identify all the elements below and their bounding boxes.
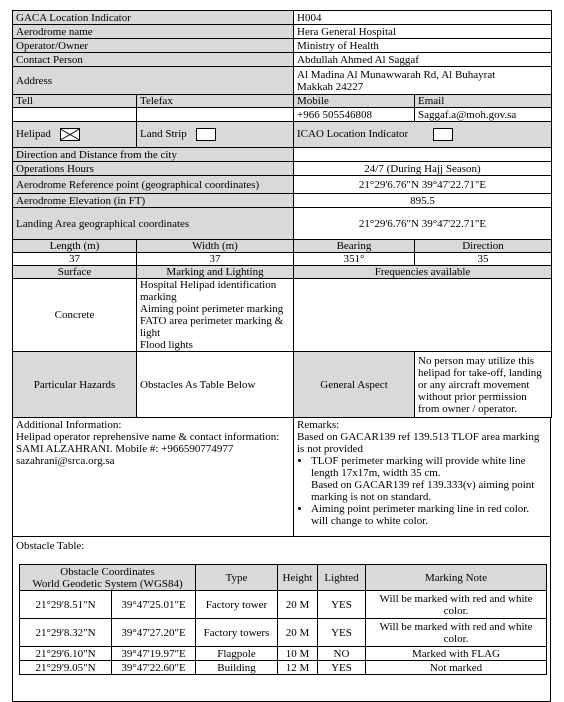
note-cell: Not marked bbox=[366, 661, 547, 675]
landstrip-cell bbox=[137, 122, 294, 148]
frequencies-value bbox=[294, 279, 552, 352]
icao-checkbox[interactable] bbox=[433, 128, 453, 141]
lighted-cell: YES bbox=[318, 661, 366, 675]
longitude-cell: 39°47'27.20"E bbox=[112, 619, 196, 647]
coordinates-header-line-1: Obstacle Coordinates bbox=[60, 565, 155, 578]
address-line-1: Al Madina Al Munawwarah Rd, Al Buhayrat bbox=[297, 68, 496, 81]
height-header: Height bbox=[278, 565, 318, 591]
icao-cell bbox=[294, 122, 552, 148]
hours-value: 24/7 (During Hajj Season) bbox=[294, 162, 552, 176]
remarks-bullet-continued: Based on GACAR139 ref 139.333(v) aiming point marking is not on standard. bbox=[311, 479, 535, 503]
address-value bbox=[294, 67, 552, 95]
marking-line: Aiming point perimeter marking bbox=[140, 303, 284, 315]
type-cell: Factory tower bbox=[196, 591, 278, 619]
lower-section bbox=[12, 418, 551, 702]
height-cell: 10 M bbox=[278, 647, 318, 661]
longitude-cell: 39°47'22.60"E bbox=[112, 661, 196, 675]
additional-line-2: SAMI ALZAHRANI. Mobile #: +966590774977 bbox=[16, 443, 234, 455]
latitude-cell: 21°29'8.51"N bbox=[20, 591, 112, 619]
direction-label: Direction and Distance from the city bbox=[13, 148, 294, 162]
marking-note-header: Marking Note bbox=[366, 565, 547, 591]
remarks-bullet: • Aiming point perimeter marking line in red color. will change to white color. bbox=[311, 503, 547, 527]
remarks-intro: Based on GACAR139 ref 139.513 TLOF area marking is not provided bbox=[297, 431, 540, 455]
height-cell: 20 M bbox=[278, 591, 318, 619]
tell-value bbox=[13, 108, 137, 122]
tell-label: Tell bbox=[13, 95, 137, 108]
remarks-title: Remarks: bbox=[297, 419, 340, 431]
height-cell: 12 M bbox=[278, 661, 318, 675]
bearing-header: Bearing bbox=[294, 240, 415, 253]
marking-line: Hospital Helipad identification marking bbox=[140, 279, 277, 303]
marking-line: Flood lights bbox=[140, 339, 193, 351]
bearing-value: 351° bbox=[294, 253, 415, 266]
surface-header: Surface bbox=[13, 266, 137, 279]
length-header: Length (m) bbox=[13, 240, 137, 253]
contact-value: Abdullah Ahmed Al Saggaf bbox=[294, 53, 552, 67]
lighted-cell: YES bbox=[318, 619, 366, 647]
type-cell: Flagpole bbox=[196, 647, 278, 661]
surface-value: Concrete bbox=[13, 279, 137, 352]
aerodrome-name-label: Aerodrome name bbox=[13, 25, 294, 39]
address-line-2: Makkah 24227 bbox=[297, 80, 364, 93]
type-cell: Factory towers bbox=[196, 619, 278, 647]
frequencies-header: Frequencies available bbox=[294, 266, 552, 279]
helipad-checkbox-checked[interactable] bbox=[60, 128, 80, 141]
contact-label: Contact Person bbox=[13, 53, 294, 67]
obstacle-section bbox=[13, 536, 550, 701]
latitude-cell: 21°29'6.10"N bbox=[20, 647, 112, 661]
width-value: 37 bbox=[137, 253, 294, 266]
email-value: Saggaf.a@moh.gov.sa bbox=[415, 108, 552, 122]
longitude-cell: 39°47'25.01"E bbox=[112, 591, 196, 619]
landing-area-label: Landing Area geographical coordinates bbox=[13, 208, 294, 240]
operator-label: Operator/Owner bbox=[13, 39, 294, 53]
marking-lighting-list bbox=[137, 279, 294, 352]
marking-line: FATO area perimeter marking & light bbox=[140, 315, 284, 339]
latitude-cell: 21°29'8.32"N bbox=[20, 619, 112, 647]
email-label: Email bbox=[415, 95, 552, 108]
remarks-bullet bbox=[311, 455, 547, 503]
operator-value: Ministry of Health bbox=[294, 39, 552, 53]
address-label: Address bbox=[13, 67, 294, 95]
icao-label: ICAO Location Indicator bbox=[297, 128, 409, 141]
longitude-cell: 39°47'19.97"E bbox=[112, 647, 196, 661]
remarks-bullet-text: TLOF perimeter marking will provide white line length 17x17m, width 35 cm. bbox=[311, 455, 526, 479]
mobile-value: +966 505546808 bbox=[294, 108, 415, 122]
marking-header: Marking and Lighting bbox=[137, 266, 294, 279]
coordinates-header bbox=[20, 565, 196, 591]
gaca-value: H004 bbox=[294, 11, 552, 25]
additional-line-3: sazahrani@srca.org.sa bbox=[16, 455, 115, 467]
note-cell: Will be marked with red and white color. bbox=[366, 619, 547, 647]
lighted-cell: YES bbox=[318, 591, 366, 619]
direction-header: Direction bbox=[415, 240, 552, 253]
lighted-header: Lighted bbox=[318, 565, 366, 591]
helipad-label: Helipad bbox=[16, 128, 51, 141]
length-value: 37 bbox=[13, 253, 137, 266]
type-header: Type bbox=[196, 565, 278, 591]
height-cell: 20 M bbox=[278, 619, 318, 647]
landstrip-label: Land Strip bbox=[140, 128, 187, 141]
mobile-label: Mobile bbox=[294, 95, 415, 108]
direction-value bbox=[294, 148, 552, 162]
table-row bbox=[20, 619, 547, 647]
hours-label: Operations Hours bbox=[13, 162, 294, 176]
additional-title: Additional Information: bbox=[16, 419, 122, 431]
additional-line-1: Helipad operator reprehensive name & contact information: bbox=[16, 431, 280, 443]
telefax-label: Telefax bbox=[137, 95, 294, 108]
info-remarks-row bbox=[13, 418, 550, 536]
type-cell: Building bbox=[196, 661, 278, 675]
obstacle-table-title: Obstacle Table: bbox=[16, 540, 85, 552]
table-row bbox=[20, 661, 547, 675]
elevation-value: 895.5 bbox=[294, 194, 552, 208]
landstrip-checkbox[interactable] bbox=[196, 128, 216, 141]
table-row bbox=[20, 591, 547, 619]
helipad-cell bbox=[13, 122, 137, 148]
hazards-value: Obstacles As Table Below bbox=[137, 352, 294, 418]
direction-value-cell: 35 bbox=[415, 253, 552, 266]
obstacle-table bbox=[19, 564, 547, 675]
table-row bbox=[20, 647, 547, 661]
additional-information bbox=[13, 418, 294, 536]
latitude-cell: 21°29'9.05"N bbox=[20, 661, 112, 675]
aerodrome-info-table bbox=[12, 10, 552, 418]
aerodrome-name-value: Hera General Hospital bbox=[294, 25, 552, 39]
remarks bbox=[294, 418, 550, 536]
lighted-cell: NO bbox=[318, 647, 366, 661]
arp-label: Aerodrome Reference point (geographical coordinates) bbox=[13, 176, 294, 194]
general-aspect-label: General Aspect bbox=[294, 352, 415, 418]
remarks-list bbox=[297, 455, 547, 527]
coordinates-header-line-2: World Geodetic System (WGS84) bbox=[32, 577, 183, 590]
telefax-value bbox=[137, 108, 294, 122]
gaca-label: GACA Location Indicator bbox=[13, 11, 294, 25]
helipad-data-form bbox=[12, 10, 551, 702]
landing-area-value: 21°29'6.76"N 39°47'22.71"E bbox=[294, 208, 552, 240]
general-aspect-value: No person may utilize this helipad for take-off, landing or any aircraft movement without prior permission from owner / operator. bbox=[415, 352, 552, 418]
elevation-label: Aerodrome Elevation (in FT) bbox=[13, 194, 294, 208]
note-cell: Will be marked with red and white color. bbox=[366, 591, 547, 619]
width-header: Width (m) bbox=[137, 240, 294, 253]
note-cell: Marked with FLAG bbox=[366, 647, 547, 661]
arp-value: 21°29'6.76"N 39°47'22.71"E bbox=[294, 176, 552, 194]
hazards-label: Particular Hazards bbox=[13, 352, 137, 418]
